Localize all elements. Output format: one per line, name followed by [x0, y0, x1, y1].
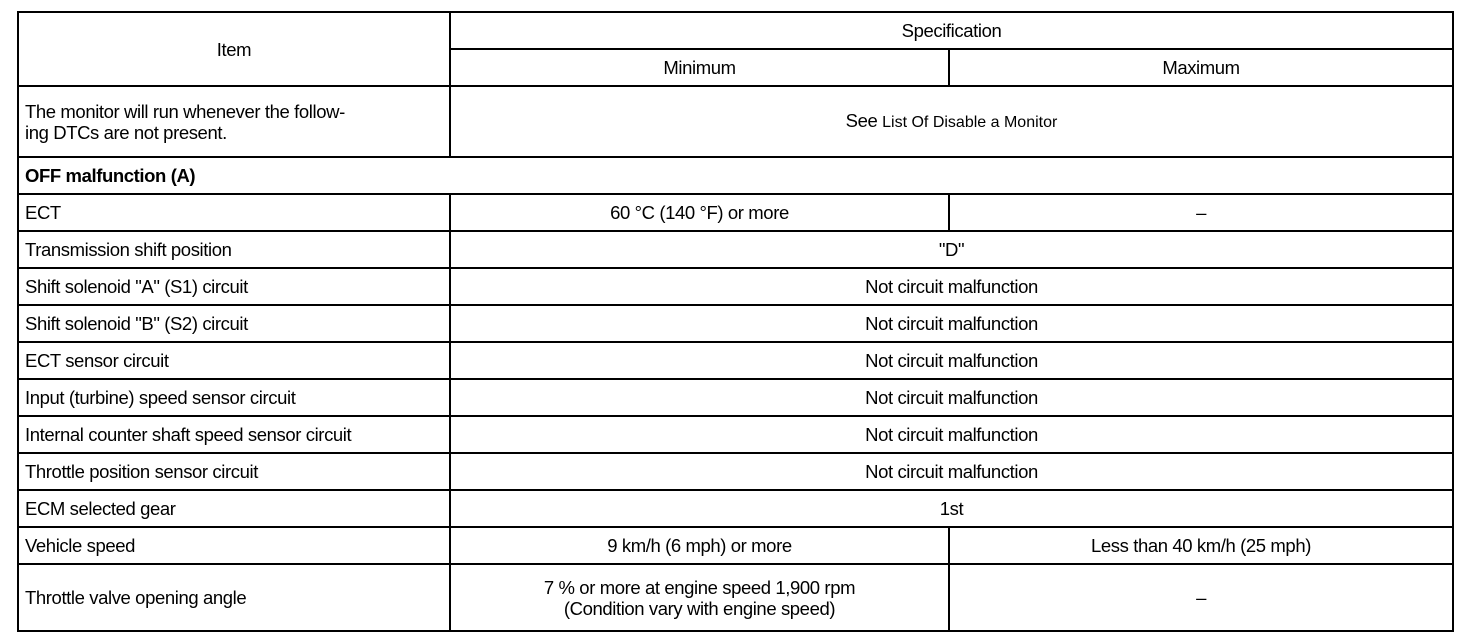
- disable-monitor-link[interactable]: List Of Disable a Monitor: [882, 114, 1058, 131]
- s2-spec: Not circuit malfunction: [450, 305, 1453, 342]
- s2-item: Shift solenoid "B" (S2) circuit: [18, 305, 450, 342]
- header-minimum: Minimum: [450, 49, 949, 86]
- selected-gear-spec: 1st: [450, 490, 1453, 527]
- throttle-angle-max: –: [949, 564, 1453, 631]
- input-speed-item: Input (turbine) speed sensor circuit: [18, 379, 450, 416]
- ect-min: 60 °C (140 °F) or more: [450, 194, 949, 231]
- specification-table: [17, 11, 1454, 632]
- counter-shaft-spec: Not circuit malfunction: [450, 416, 1453, 453]
- throttle-sensor-spec: Not circuit malfunction: [450, 453, 1453, 490]
- header-item: Item: [18, 12, 450, 86]
- section-row: [18, 157, 1453, 194]
- table-row: [18, 453, 1453, 490]
- table-row: [18, 231, 1453, 268]
- ect-sensor-spec: Not circuit malfunction: [450, 342, 1453, 379]
- table-row: [18, 86, 1453, 157]
- ect-sensor-item: ECT sensor circuit: [18, 342, 450, 379]
- table-row: [18, 416, 1453, 453]
- table-row: [18, 379, 1453, 416]
- throttle-sensor-item: Throttle position sensor circuit: [18, 453, 450, 490]
- ect-max: –: [949, 194, 1453, 231]
- vehicle-speed-max: Less than 40 km/h (25 mph): [949, 527, 1453, 564]
- table-row: [18, 342, 1453, 379]
- shift-position-item: Transmission shift position: [18, 231, 450, 268]
- table-row: [18, 564, 1453, 631]
- shift-position-spec: "D": [450, 231, 1453, 268]
- intro-spec-see: See: [845, 110, 878, 131]
- intro-spec-cell: [450, 86, 1453, 157]
- s1-spec: Not circuit malfunction: [450, 268, 1453, 305]
- s1-item: Shift solenoid "A" (S1) circuit: [18, 268, 450, 305]
- table-row: [18, 194, 1453, 231]
- counter-shaft-item: Internal counter shaft speed sensor circuit: [18, 416, 450, 453]
- throttle-angle-min-cell: [450, 564, 949, 631]
- table-row: [18, 305, 1453, 342]
- intro-item-line1: The monitor will run whenever the follow-: [25, 100, 345, 122]
- input-speed-spec: Not circuit malfunction: [450, 379, 1453, 416]
- section-label: OFF malfunction (A): [18, 157, 1453, 194]
- selected-gear-item: ECM selected gear: [18, 490, 450, 527]
- vehicle-speed-item: Vehicle speed: [18, 527, 450, 564]
- table-row: [18, 268, 1453, 305]
- throttle-angle-item: Throttle valve opening angle: [18, 564, 450, 631]
- table-row: [18, 490, 1453, 527]
- intro-item-line2: ing DTCs are not present.: [25, 121, 227, 143]
- throttle-angle-min-line2: (Condition vary with engine speed): [563, 597, 836, 619]
- header-maximum: Maximum: [949, 49, 1453, 86]
- header-specification: Specification: [450, 12, 1453, 49]
- ect-item: ECT: [18, 194, 450, 231]
- throttle-angle-min-line1: 7 % or more at engine speed 1,900 rpm: [543, 576, 856, 598]
- intro-item-cell: [18, 86, 450, 157]
- table-row: [18, 527, 1453, 564]
- vehicle-speed-min: 9 km/h (6 mph) or more: [450, 527, 949, 564]
